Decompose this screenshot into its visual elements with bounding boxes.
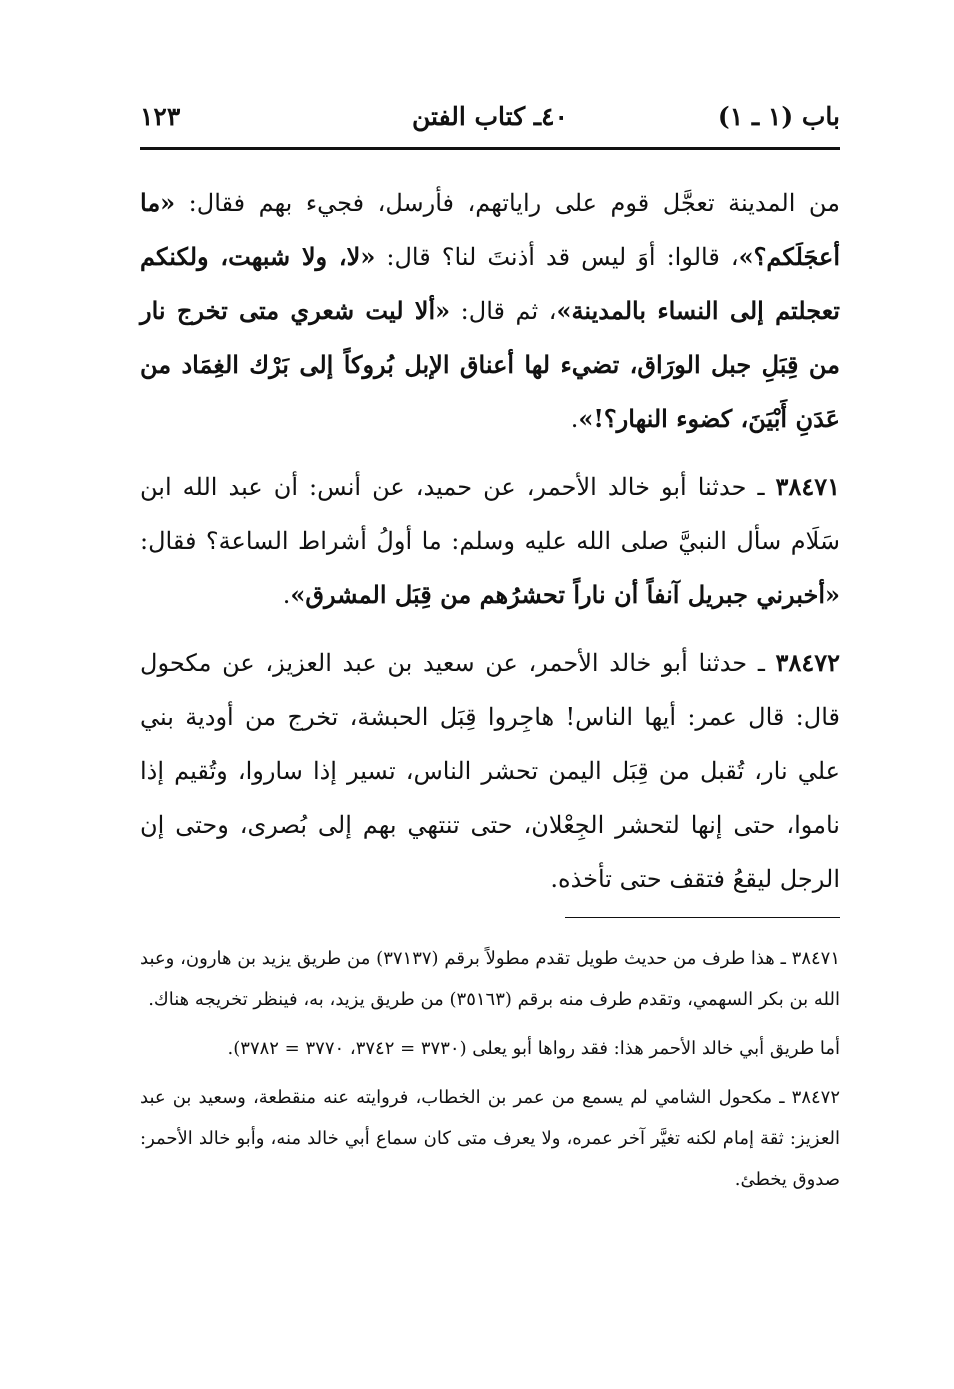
hadith-quote: «لا، ولا شبهت، ولكنكم تعجلتم إلى النساء بالمدينة» <box>140 242 840 325</box>
text-segment: ـ حدثنا أبو خالد الأحمر، عن حميد، عن أنس: أن عبد الله ابن سَلَام سأل النبيَّ صلى الله عليه وسلم: ما أولُ أشراط الساعة؟ فقال: <box>140 473 840 555</box>
page-number: ١٢٣ <box>140 102 181 131</box>
text-segment: ، ثم قال: <box>450 297 557 325</box>
text-segment: . <box>570 405 579 433</box>
paragraph-continuation <box>140 176 840 446</box>
footnote-38472: ٣٨٤٧٢ ـ مكحول الشامي لم يسمع من عمر بن الخطاب، فروايته عنه منقطعة، وسعيد بن عبد العزيز: ثقة إمام لكنه تغيَّر آخر عمره، ولا يعرف متى كان سماع أبي خالد منه، وأبو خالد الأحمر: صدوق يخطئ. <box>140 1087 840 1190</box>
footnote-abu-khalid: أما طريق أبي خالد الأحمر هذا: فقد رواها أبو يعلى (٣٧٣٠ = ٣٧٤٢، ٣٧٧٠ = ٣٧٨٢). <box>227 1038 840 1059</box>
running-header <box>140 96 840 140</box>
text-segment: ، قالوا: أوَ ليس قد أذنتَ لنا؟ قال: <box>375 243 739 271</box>
hadith-quote: «ما أعجَلَكم؟» <box>140 188 840 271</box>
text-segment: من المدينة تعجَّل قوم على راياتهم، فأرسل، فجيء بهم فقال: <box>175 189 840 217</box>
hadith-quote: «أخبرني جبريل آنفاً أن ناراً تحشرُهم من قِبَل المشرق» <box>290 580 840 609</box>
text-segment: . <box>282 581 291 609</box>
hadith-entry-38471 <box>140 460 840 622</box>
hadith-number: ٣٨٤٧١ <box>775 472 840 501</box>
hadith-quote: «ألا ليت شعري متى تخرج نار من قِبَلِ جبل الورَاق، تضيء لها أعناق الإبل بُروكاً إلى بَرْك الغِمَاد من عَدَنِ أَبْيَنَ، كضوء النهار؟!» <box>140 296 840 433</box>
book-title: ٤٠ـ كتاب الفتن <box>412 102 568 131</box>
hadith-entry-38472 <box>140 636 840 906</box>
footnotes <box>140 938 840 1200</box>
footnote-separator <box>565 917 840 918</box>
hadith-number: ٣٨٤٧٢ <box>775 648 840 677</box>
text-segment: ـ حدثنا أبو خالد الأحمر، عن سعيد بن عبد العزيز، عن مكحول قال: قال عمر: أيها الناس! هاجِروا قِبَل الحبشة، تخرج من أودية بني علي نار، تُقبل من قِبَل اليمن تحشر الناس، تسير إذا ساروا، وتُقيم إذا ناموا، حتى إنها لتحشر الجِعْلان، حتى تنتهي بهم إلى بُصرى، وحتى إن الرجل ليقعُ فتقف حتى تأخذه. <box>140 649 840 893</box>
header-rule <box>140 147 840 150</box>
footnote-38471: ٣٨٤٧١ ـ هذا طرف من حديث طويل تقدم مطولاً برقم (٣٧١٣٧) من طريق يزيد بن هارون، وعبد الله بن بكر السهمي، وتقدم طرف منه برقم (٣٥١٦٣) من طريق يزيد، به، فينظر تخريجه هناك. <box>140 948 840 1010</box>
chapter-label: باب (١ ـ ١) <box>717 102 840 131</box>
main-text <box>140 176 840 906</box>
